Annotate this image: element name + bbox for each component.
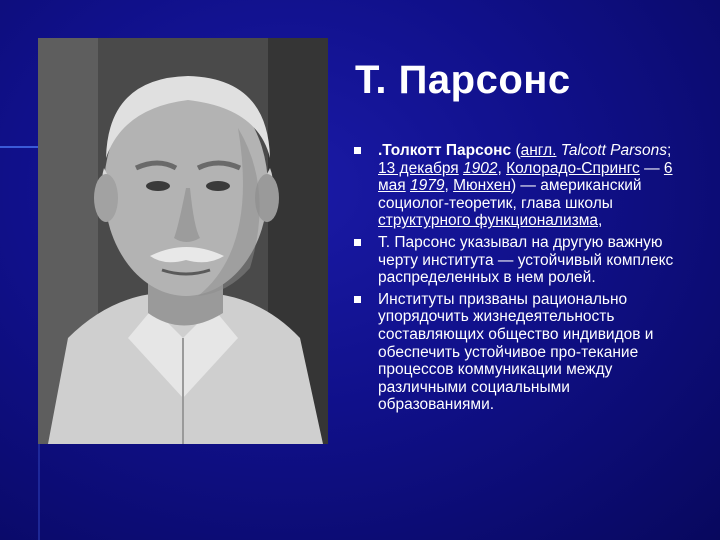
bullet-text: [378, 234, 673, 286]
bullet-fragment: .Толкотт Парсонс: [378, 142, 512, 159]
portrait-photo: [38, 38, 328, 444]
bullet-fragment: 1902: [462, 159, 498, 177]
bullet-fragment: ,: [444, 177, 454, 195]
square-bullet-icon: [354, 147, 361, 154]
bullet-fragment: Talcott Parsons: [560, 142, 668, 159]
bullet-fragment: ,: [597, 212, 603, 230]
bullet-fragment: 13 декабря: [378, 159, 459, 177]
bullet-fragment: 1979: [409, 177, 445, 195]
bullet-fragment: ;: [667, 142, 672, 159]
square-bullet-icon: [354, 239, 361, 246]
bullet-text: [378, 291, 653, 414]
decorative-line: [0, 146, 40, 148]
bullet-fragment: (: [511, 142, 521, 159]
bullet-item: [350, 142, 680, 230]
bullet-fragment: Институты призваны рационально упорядочить жизнедеятельность составляющих общество индивидов и обеспечить устойчивое про-текание процессов коммуникации между различными социальными образованиями.: [378, 290, 654, 414]
bullet-fragment: ) — американский социолог-теоретик, глава школы: [378, 177, 642, 212]
bullet-list: [350, 142, 680, 418]
bullet-text: [378, 142, 673, 229]
square-bullet-icon: [354, 296, 361, 303]
bullet-fragment: структурного функционализма: [378, 212, 598, 230]
bullet-fragment: Колорадо-Спрингс: [506, 159, 640, 177]
bullet-fragment: 6 мая: [378, 159, 673, 195]
bullet-item: [350, 234, 680, 287]
bullet-fragment: ,: [497, 159, 507, 177]
bullet-fragment: —: [639, 159, 664, 177]
slide-title: Т. Парсонс: [355, 58, 571, 102]
bullet-fragment: Мюнхен: [453, 177, 511, 195]
bullet-item: [350, 291, 680, 414]
bullet-fragment: англ.: [520, 142, 557, 159]
bullet-fragment: Т. Парсонс указывал на другую важную черту института — устойчивый комплекс распределенных в нем ролей.: [378, 233, 674, 287]
